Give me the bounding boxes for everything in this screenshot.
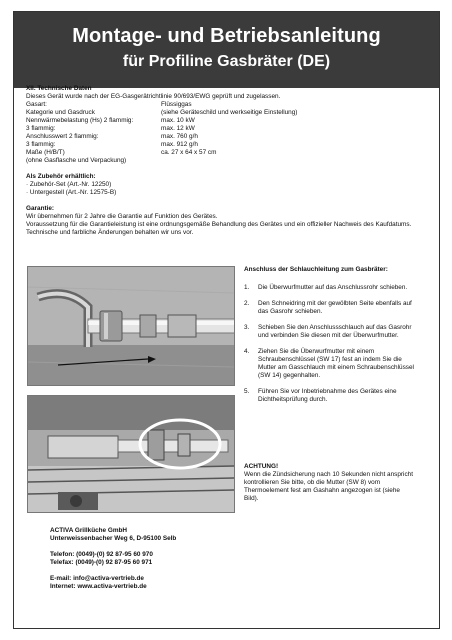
warranty-conditions: Voraussetzung für die Garantieleistung ist eine ordnungsgemäße Behandlung des Gerätes und ein offizieller Nachweis des Kaufdatums. Technische und farbliche Änderungen behalten wir uns vor. — [26, 221, 412, 236]
tech-value: Flüssiggas — [161, 101, 192, 108]
list-item — [244, 284, 414, 292]
step-text: Den Schneidring mit der gewölbten Seite ebenfalls auf das Gasrohr schieben. — [258, 300, 412, 315]
technical-section — [26, 85, 412, 237]
thermocouple-detail-photo — [27, 395, 235, 513]
tech-key: Maße (H/B/T) — [26, 149, 65, 156]
tech-key: Kategorie und Gasdruck — [26, 109, 95, 116]
warranty-line: Wir übernehmen für 2 Jahre die Garantie auf Funktion des Gerätes. — [26, 213, 218, 220]
tech-key: Nennwärmebelastung (Hs) 2 flammig: — [26, 117, 134, 124]
connection-title: Anschluss der Schlauchleitung zum Gasbräter: — [244, 266, 388, 273]
warranty-heading: Garantie: — [26, 205, 55, 212]
warning-title: ACHTUNG! — [244, 463, 279, 470]
list-item — [244, 300, 414, 316]
step-number: 2. — [244, 300, 250, 307]
accessory-item: · Untergestell (Art.-Nr. 12575-B) — [26, 189, 117, 196]
step-number: 5. — [244, 388, 250, 395]
tech-key: Gasart: — [26, 101, 47, 108]
list-item — [244, 388, 414, 404]
tech-value — [161, 157, 412, 165]
company-name: ACTIVA Grillküche GmbH — [50, 527, 128, 534]
step-number: 4. — [244, 348, 250, 355]
company-phone: Telefon: (0049)-(0) 92 87-95 60 970 — [50, 551, 153, 558]
title-banner — [14, 12, 439, 88]
tech-value: max. 912 g/h — [161, 141, 198, 148]
company-fax: Telefax: (0049)-(0) 92 87-95 60 971 — [50, 559, 153, 566]
tech-row — [26, 117, 412, 125]
list-item — [244, 348, 414, 380]
company-address — [50, 527, 270, 591]
warning-text: Wenn die Zündsicherung nach 10 Sekunden nicht anspricht kontrollieren Sie bitte, ob die Mutter (SW 8) vom Thermoelement fest am Gashahn angezogen ist (siehe Bild). — [244, 471, 413, 502]
step-text: Schieben Sie den Anschlussschlauch auf das Gasrohr und verbinden Sie diesen mit der Überwurfmutter. — [258, 324, 412, 339]
step-number: 1. — [244, 284, 250, 291]
tech-row — [26, 149, 412, 157]
step-text: Die Überwurfmutter auf das Anschlussrohr schieben. — [258, 284, 408, 291]
step-number: 3. — [244, 324, 250, 331]
tech-key: (ohne Gasflasche und Verpackung) — [26, 157, 127, 164]
list-item — [244, 324, 414, 340]
tech-row — [26, 133, 412, 141]
accessory-item: · Zubehör-Set (Art.-Nr. 12250) — [26, 181, 112, 188]
accessories-heading: Als Zubehör erhältlich: — [26, 173, 96, 180]
tech-key: Anschlusswert 2 flammig: — [26, 133, 99, 140]
tech-heading: XII. Technische Daten — [26, 85, 92, 92]
steps-list — [244, 284, 414, 404]
tech-row — [26, 141, 412, 149]
company-street: Unterweissenbacher Weg 6, D-95100 Selb — [50, 535, 177, 542]
tech-value: max. 12 kW — [161, 125, 195, 132]
tech-value: max. 760 g/h — [161, 133, 198, 140]
company-website: Internet: www.activa-vertrieb.de — [50, 583, 147, 590]
tech-row — [26, 157, 412, 165]
step-text: Ziehen Sie die Überwurfmutter mit einem Schraubenschlüssel (SW 17) fest an indem Sie die Mutter am Gasschlauch mit einem Schraubenschlüssel (SW 14) gegenhalten. — [258, 348, 414, 379]
tech-row — [26, 109, 412, 117]
tech-row — [26, 101, 412, 109]
warning-box — [244, 463, 414, 503]
hose-connection-photo — [27, 266, 235, 386]
tech-table — [26, 101, 412, 165]
tech-value: ca. 27 x 64 x 57 cm — [161, 149, 217, 156]
tech-key: 3 flammig: — [26, 125, 56, 132]
page-title: Montage- und Betriebsanleitung — [72, 25, 381, 47]
tech-intro: Dieses Gerät wurde nach der EG-Gasgerätrichtlinie 90/693/EWG geprüft und zugelassen. — [26, 93, 281, 100]
tech-value: max. 10 kW — [161, 117, 195, 124]
step-text: Führen Sie vor Inbetriebnahme des Gerätes eine Dichtheitsprüfung durch. — [258, 388, 397, 403]
tech-key: 3 flammig: — [26, 141, 56, 148]
page-subtitle: für Profiline Gasbräter (DE) — [122, 53, 331, 70]
connection-instructions — [244, 266, 414, 412]
tech-row — [26, 125, 412, 133]
tech-value: (siehe Geräteschild und werkseitige Einstellung) — [161, 109, 298, 116]
company-email: E-mail: info@activa-vertrieb.de — [50, 575, 144, 582]
